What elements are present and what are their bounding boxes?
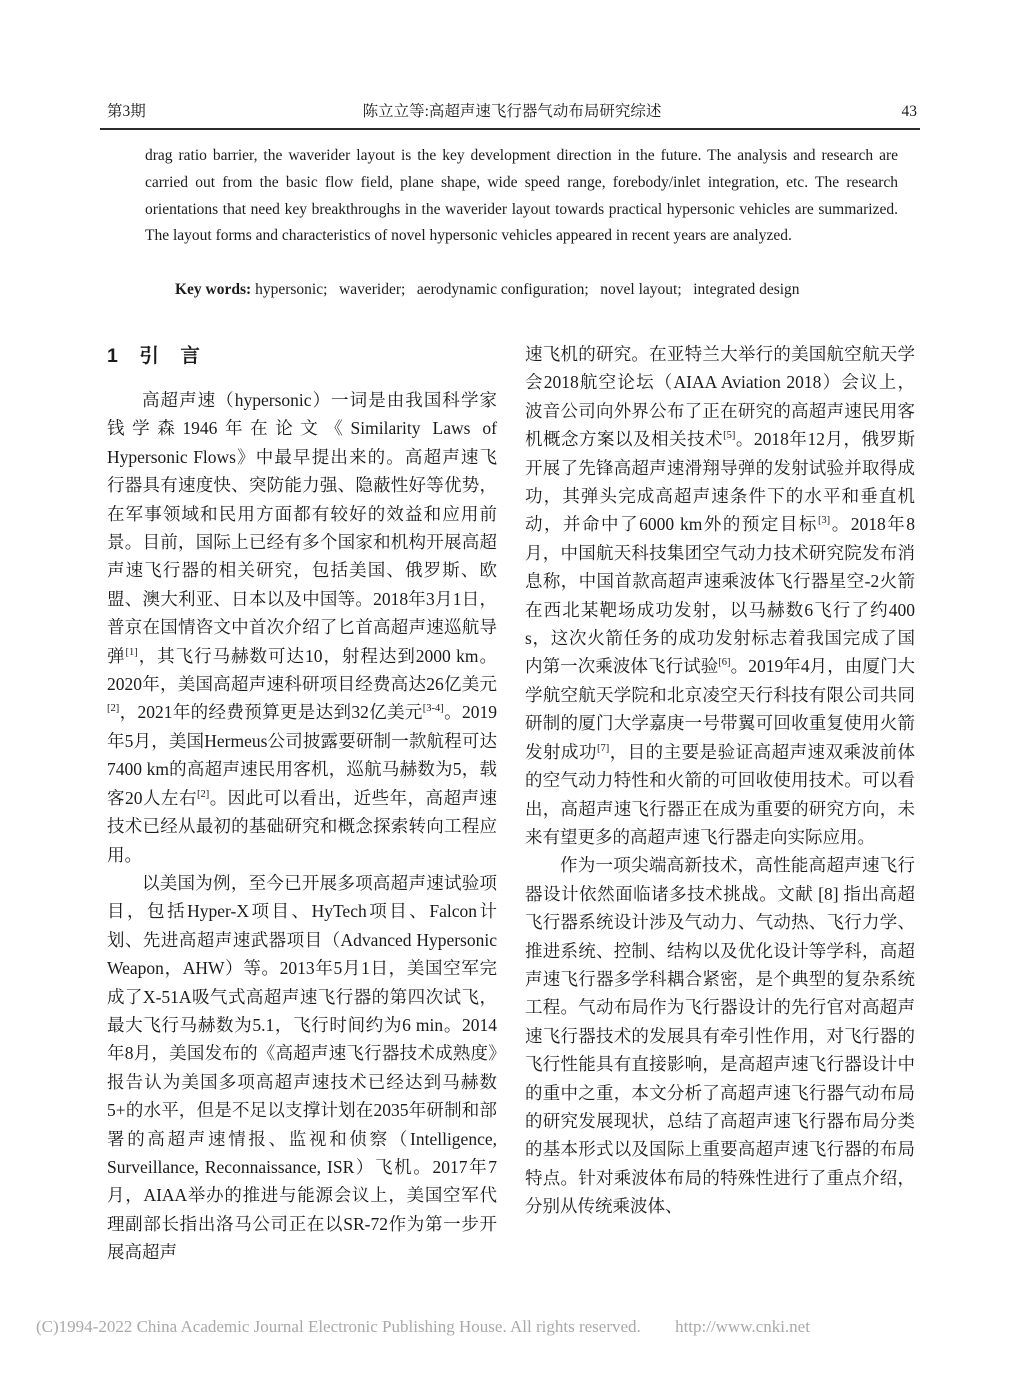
two-column-body [107, 340, 915, 1267]
keywords-line [145, 277, 898, 304]
page-footer [36, 1317, 810, 1337]
keywords-text: hypersonic; waverider; aerodynamic configuration; novel layout; integrated design [255, 281, 800, 298]
keywords-label: Key words: [175, 281, 252, 298]
reference-superscript: [6] [718, 657, 731, 669]
header-divider [100, 128, 920, 130]
paragraph: 速飞机的研究。在亚特兰大举行的美国航空航天学会2018航空论坛（AIAA Aviation 2018）会议上，波音公司向外界公布了正在研究的高超声速民用客机概念方案以及相关技术[5]。2018年12月，俄罗斯开展了先锋高超声速滑翔导弹的发射试验并取得成功，其弹头完成高超声速条件下的水平和垂直机动，并命中了6000 km外的预定目标[3]。2018年8月，中国航天科技集团空气动力技术研究院发布消息称，中国首款高超声速乘波体飞行器星空-2火箭在西北某靶场成功发射，以马赫数6飞行了约400 s，这次火箭任务的成功发射标志着我国完成了国内第一次乘波体飞行试验[6]。2019年4月，由厦门大学航空航天学院和北京凌空天行科技有限公司共同研制的厦门大学嘉庚一号带翼可回收重复使用火箭发射成功[7]，目的主要是验证高超声速双乘波前体的空气动力特性和火箭的可回收使用技术。可以看出，高超声速飞行器正在成为重要的研究方向，未来有望更多的高超声速飞行器走向实际应用。 [525, 344, 916, 847]
reference-superscript: [3] [817, 515, 831, 527]
paragraph: 以美国为例，至今已开展多项高超声速试验项目，包括Hyper-X项目、HyTech项目、Falcon计划、先进高超声速武器项目（Advanced Hypersonic Weapon，AHW）等。2013年5月1日，美国空军完成了X-51A吸气式高超声速飞行器的第四次试飞，最大飞行马赫数为5.1，飞行时间约为6 min。2014年8月，美国发布的《高超声速飞行器技术成熟度》报告认为美国多项高超声速技术已经达到马赫数5+的水平，但是不足以支撑计划在2035年研制和部署的高超声速情报、监视和侦察（Intelligence, Surveillance, Reconnaissance, ISR）飞机。2017年7月，AIAA举办的推进与能源会议上，美国空军代理副部长指出洛马公司正在以SR-72作为第一步开展高超声 [107, 872, 497, 1263]
abstract-continuation: drag ratio barrier, the waverider layout is the key development direction in the future. The analysis and research are carried out from the basic flow field, plane shape, wide speed range, forebody/inlet integration, etc. The research orientations that need key breakthroughs in the waverider layout towards practical hypersonic vehicles are summarized. The layout forms and characteristics of novel hypersonic vehicles appeared in recent years are analyzed. [145, 147, 898, 245]
cnki-url: http://www.cnki.net [675, 1317, 810, 1336]
column-left [107, 340, 497, 1267]
reference-superscript: [1] [125, 646, 138, 658]
section-heading: 1 引 言 [107, 345, 201, 367]
page-header [107, 101, 917, 123]
paragraph: 作为一项尖端高新技术，高性能高超声速飞行器设计依然面临诸多技术挑战。文献 [8] 指出高超飞行器系统设计涉及气动力、气动热、飞行力学、推进系统、控制、结构以及优化设计等学科，高超声速飞行器多学科耦合紧密，是个典型的复杂系统工程。气动布局作为飞行器设计的先行官对高超声速飞行器技术的发展具有牵引性作用，对飞行器的飞行性能具有直接影响，是高超声速飞行器设计中的重中之重，本文分析了高超声速飞行器气动布局的研究发展现状，总结了高超声速飞行器布局分类的基本形式以及国际上重要高超声速飞行器的布局特点。针对乘波体布局的特殊性进行了重点介绍，分别从传统乘波体、 [525, 855, 915, 1217]
reference-superscript: [7] [596, 742, 610, 754]
column-right [525, 340, 915, 1267]
reference-superscript: [3-4] [422, 703, 444, 715]
journal-issue: 第3期 [107, 103, 146, 120]
reference-superscript: [5] [723, 430, 736, 442]
running-title: 陈立立等:高超声速飞行器气动布局研究综述 [362, 103, 662, 120]
paragraph: 高超声速（hypersonic）一词是由我国科学家钱学森1946年在论文《Similarity Laws of Hypersonic Flows》中最早提出来的。高超声速飞行器具有速度快、突防能力强、隐蔽性好等优势，在军事领域和民用方面都有较好的效益和应用前景。目前，国际上已经有多个国家和机构开展高超声速飞行器的相关研究，包括美国、俄罗斯、欧盟、澳大利亚、日本以及中国等。2018年3月1日，普京在国情咨文中首次介绍了匕首高超声速巡航导弹[1]，其飞行马赫数可达10，射程达到2000 km。2020年，美国高超声速科研项目经费高达26亿美元[2]，2021年的经费预算更是达到32亿美元[3-4]。2019年5月，美国Hermeus公司披露要研制一款航程可达7400 km的高超声速民用客机，巡航马赫数为5，载客20人左右[2]。因此可以看出，近些年，高超声速技术已经从最初的基础研究和概念探索转向工程应用。 [107, 390, 498, 865]
reference-superscript: [2] [107, 703, 120, 715]
copyright-text: (C)1994-2022 China Academic Journal Electronic Publishing House. All rights reserved. [36, 1317, 641, 1336]
page-number: 43 [901, 103, 917, 120]
reference-superscript: [2] [196, 788, 210, 800]
